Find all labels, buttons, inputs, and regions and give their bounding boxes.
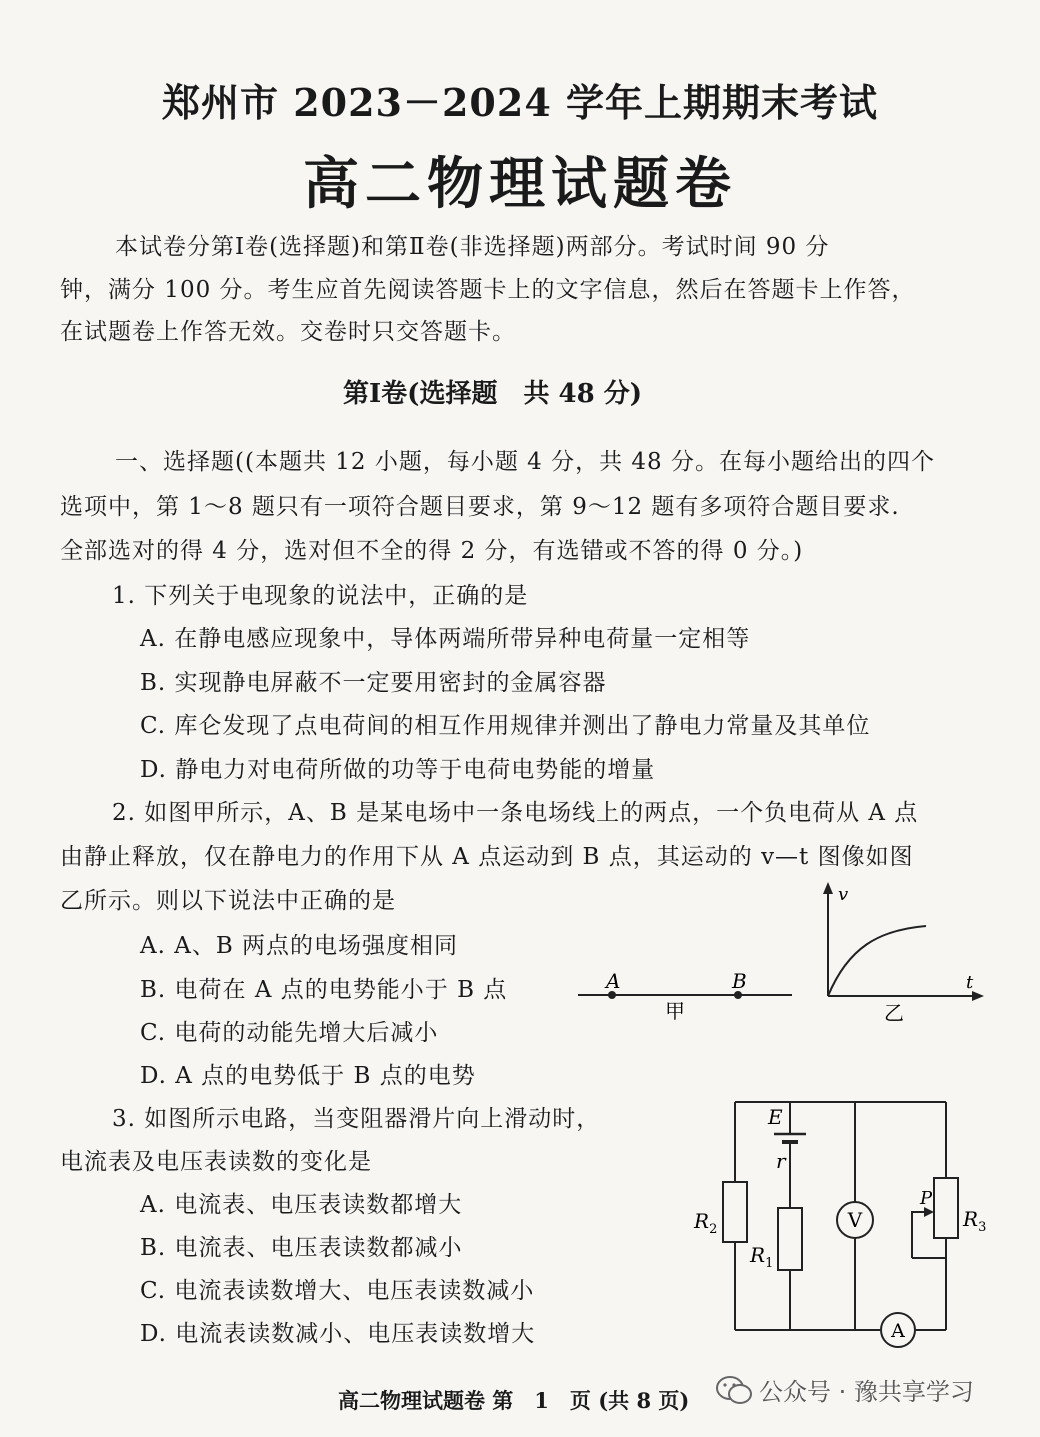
label-b: B	[732, 969, 747, 993]
axis-label-t: t	[966, 972, 974, 993]
exam-title: 郑州市 2023－2024 学年上期期末考试	[162, 80, 878, 125]
watermark-text: 公众号 · 豫共享学习	[759, 1378, 974, 1406]
q2-option-c: C. 电荷的动能先增大后减小	[140, 1020, 439, 1046]
q3-option-b: B. 电流表、电压表读数都减小	[140, 1235, 463, 1261]
v-axis-arrow-icon	[823, 882, 833, 894]
q1-stem: 1. 下列关于电现象的说法中，正确的是	[112, 583, 529, 609]
section-instruction-1: 一、选择题((本题共 12 小题，每小题 4 分，共 48 分。在每小题给出的四个	[115, 449, 935, 475]
label-ammeter: A	[891, 1320, 905, 1342]
label-r2: $R_2$	[694, 1209, 718, 1237]
resistor-r2	[723, 1182, 747, 1242]
q3-option-c: C. 电流表读数增大、电压表读数减小	[140, 1278, 535, 1304]
watermark	[715, 1372, 974, 1407]
q1-option-c: C. 库仑发现了点电荷间的相互作用规律并测出了静电力常量及其单位	[140, 713, 871, 739]
caption-jia: 甲	[665, 999, 685, 1023]
intro-line-3: 在试题卷上作答无效。交卷时只交答题卡。	[60, 319, 516, 345]
vt-curve	[828, 926, 926, 996]
q2-stem-1: 2. 如图甲所示，A、B 是某电场中一条电场线上的两点，一个负电荷从 A 点	[112, 800, 919, 826]
circuit-diagram	[690, 1090, 990, 1350]
q1-option-b: B. 实现静电屏蔽不一定要用密封的金属容器	[140, 670, 607, 696]
q2-option-b: B. 电荷在 A 点的电势能小于 B 点	[140, 977, 508, 1003]
q3-stem-1: 3. 如图所示电路，当变阻器滑片向上滑动时，	[112, 1106, 601, 1132]
q2-stem-3: 乙所示。则以下说法中正确的是	[60, 888, 396, 914]
resistor-r1	[778, 1208, 802, 1270]
q2-stem-2: 由静止释放，仅在静电力的作用下从 A 点运动到 B 点，其运动的 v—t 图像如图	[60, 844, 914, 870]
page-footer: 高二物理试题卷 第 1 页 (共 8 页)	[338, 1388, 690, 1413]
paper-title: 高二物理试题卷	[303, 151, 737, 217]
label-p: P	[920, 1188, 933, 1209]
intro-line-2: 钟，满分 100 分。考生应首先阅读答题卡上的文字信息，然后在答题卡上作答，	[60, 277, 916, 303]
q2-option-d: D. A 点的电势低于 B 点的电势	[140, 1063, 476, 1089]
label-e: E	[768, 1105, 783, 1129]
label-r3: $R_3$	[963, 1207, 987, 1235]
q1-option-d: D. 静电力对电荷所做的功等于电荷电势能的增量	[140, 757, 656, 783]
q1-option-a: A. 在静电感应现象中，导体两端所带异种电荷量一定相等	[140, 626, 751, 652]
section-instruction-3: 全部选对的得 4 分，选对但不全的得 2 分，有选错或不答的得 0 分。)	[60, 538, 804, 564]
intro-line-1: 本试卷分第Ⅰ卷(选择题)和第Ⅱ卷(非选择题)两部分。考试时间 90 分	[115, 234, 830, 260]
q2-option-a: A. A、B 两点的电场强度相同	[140, 933, 459, 959]
label-voltmeter: V	[847, 1208, 863, 1232]
slider-wire	[912, 1212, 930, 1258]
section-instruction-2: 选项中，第 1～8 题只有一项符合题目要求，第 9～12 题有多项符合题目要求.	[60, 494, 900, 520]
rheostat-r3	[934, 1178, 958, 1238]
label-r1: $R_1$	[750, 1243, 774, 1271]
q3-option-a: A. 电流表、电压表读数都增大	[140, 1192, 463, 1218]
q3-option-d: D. 电流表读数减小、电压表读数增大	[140, 1321, 536, 1347]
axis-label-v: v	[838, 884, 849, 905]
t-axis-arrow-icon	[972, 991, 984, 1001]
section-title: 第Ⅰ卷(选择题 共 48 分)	[343, 379, 643, 409]
label-r: r	[776, 1149, 786, 1173]
figure-jia-field-line	[570, 965, 800, 1025]
q3-stem-2: 电流表及电压表读数的变化是	[60, 1149, 372, 1175]
label-a: A	[606, 969, 621, 993]
wechat-icon	[715, 1374, 753, 1406]
caption-yi: 乙	[884, 1001, 904, 1025]
figure-yi-vt-graph	[808, 878, 988, 1028]
